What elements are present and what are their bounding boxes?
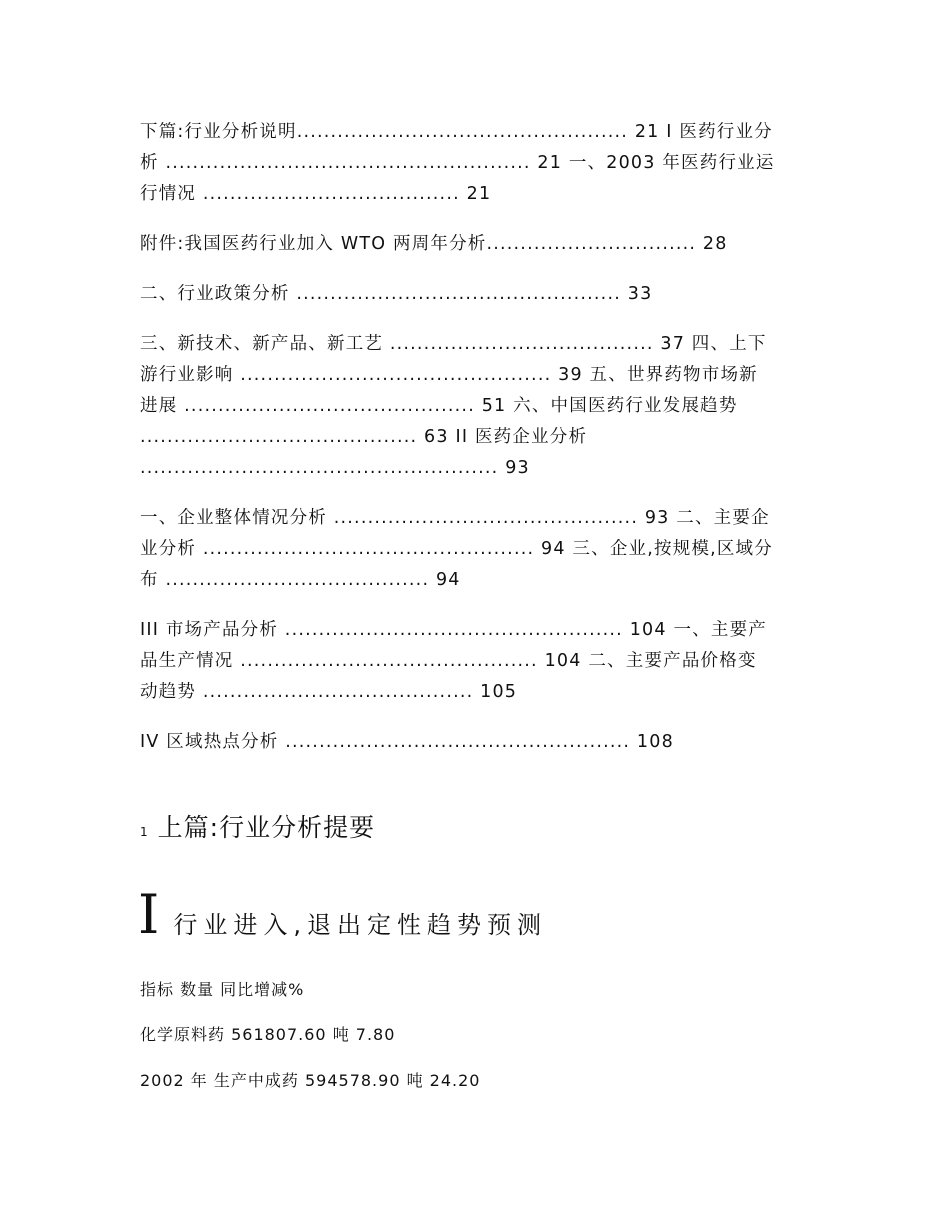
toc-line: III 市场产品分析 .................................................. 104 一、主要产 <box>140 620 767 640</box>
toc-entry-enterprise <box>140 503 820 596</box>
sub-heading-title: 行业进入,退出定性趋势预测 <box>173 911 547 939</box>
table-of-contents <box>140 117 820 777</box>
toc-entry-appendix <box>140 229 820 260</box>
toc-entry-market <box>140 615 820 708</box>
toc-line: 业分析 ................................................. 94 三、企业,按规模,区域分 <box>140 539 773 559</box>
toc-line: 行情况 ...................................... 21 <box>140 184 492 204</box>
table-row-line: 化学原料药 561807.60 吨 7.80 <box>140 1025 396 1044</box>
toc-line: ......................................... 63 II 医药企业分析 <box>140 427 588 447</box>
toc-line: 游行业影响 .............................................. 39 五、世界药物市场新 <box>140 365 758 385</box>
toc-line: 动趋势 ........................................ 105 <box>140 682 518 702</box>
toc-line: 附件:我国医药行业加入 WTO 两周年分析............................... 28 <box>140 234 728 254</box>
toc-line: 进展 ........................................... 51 六、中国医药行业发展趋势 <box>140 396 738 416</box>
toc-line: 布 ....................................... 94 <box>140 570 461 590</box>
table-header-line: 指标 数量 同比增减% <box>140 980 305 999</box>
toc-entry-part2 <box>140 117 820 210</box>
toc-line: 品生产情况 ............................................ 104 二、主要产品价格变 <box>140 651 757 671</box>
toc-line: ..................................................... 93 <box>140 458 530 478</box>
toc-line: 一、企业整体情况分析 ............................................. 93 二、主要企 <box>140 508 770 528</box>
table-row-line: 2002 年 生产中成药 594578.90 吨 24.20 <box>140 1071 481 1090</box>
toc-entry-technology <box>140 329 820 484</box>
toc-line: 析 ...................................................... 21 一、2003 年医药行业运 <box>140 153 775 173</box>
toc-line: 三、新技术、新产品、新工艺 ....................................... 37 四、上下 <box>140 334 767 354</box>
sub-heading <box>138 883 547 946</box>
toc-line: IV 区域热点分析 ................................................... 108 <box>140 732 674 752</box>
section-title: 上篇:行业分析提要 <box>157 813 376 842</box>
section-number: 1 <box>140 825 148 839</box>
toc-entry-policy <box>140 279 820 310</box>
sub-heading-roman: I <box>138 883 160 946</box>
section-heading <box>140 808 375 844</box>
toc-entry-regional <box>140 727 820 758</box>
toc-line: 二、行业政策分析 ................................................ 33 <box>140 284 653 304</box>
toc-line: 下篇:行业分析说明................................................. 21 I 医药行业分 <box>140 122 773 142</box>
